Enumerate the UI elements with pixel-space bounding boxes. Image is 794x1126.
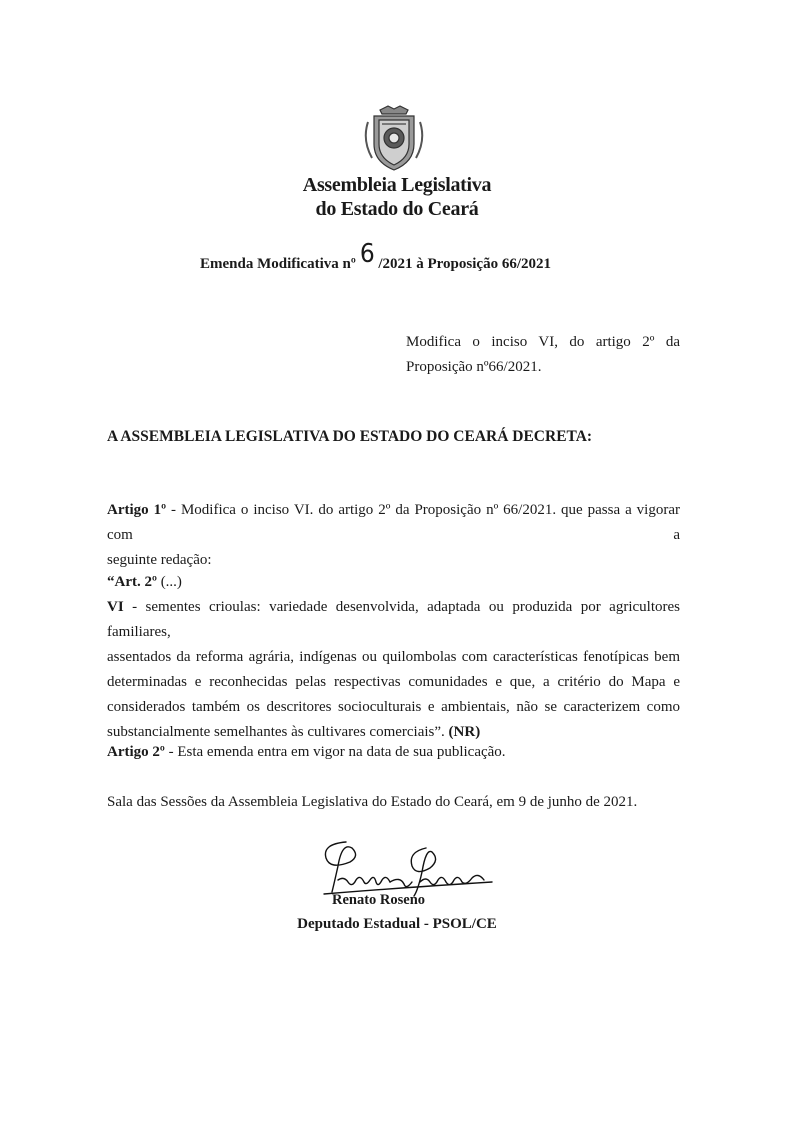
ementa-line1: Modifica o inciso VI, do artigo 2º da [406, 334, 680, 350]
artigo-2 [107, 740, 680, 765]
title-number: 6 [359, 239, 375, 269]
coat-of-arms-icon [354, 100, 434, 176]
inciso-label: VI [107, 599, 124, 615]
inciso-line-1: - sementes crioulas: variedade desenvolvida, adaptada ou produzida por agricultores familiares, [107, 599, 680, 640]
ementa-line2: Proposição nº66/2021. [406, 359, 542, 375]
artigo-1 [107, 498, 680, 573]
institution-name-line1: Assembleia Legislativa [302, 174, 492, 196]
art-2-rest: (...) [156, 574, 182, 590]
artigo-2-label: Artigo 2º [107, 744, 165, 760]
inciso-line-3: determinadas e reconhecidas pelas respectivas comunidades e que, a critério do Mapa e [107, 674, 680, 690]
title-prefix: Emenda Modificativa nº [200, 256, 356, 272]
nr-marker: (NR) [444, 724, 481, 740]
art-2-label: “Art. 2º [107, 574, 157, 590]
signer-name: Renato Roseno [332, 892, 426, 908]
artigo-2-text: - Esta emenda entra em vigor na data de sua publicação. [164, 744, 506, 760]
decreta-heading: A ASSEMBLEIA LEGISLATIVA DO ESTADO DO CEARÁ DECRETA: [107, 428, 593, 445]
signer-role: Deputado Estadual - PSOL/CE [297, 916, 497, 932]
inciso-line-2: assentados da reforma agrária, indígenas ou quilombolas com características fenotípicas bem [107, 649, 680, 665]
handwritten-signature [316, 836, 496, 900]
inciso-line-5: substancialmente semelhantes às cultivares comerciais”. [107, 724, 445, 740]
ementa [406, 330, 680, 380]
artigo-1-text: - Modifica o inciso VI. do artigo 2º da Proposição nº 66/2021. que passa a vigorar com a [107, 502, 680, 543]
document-title [200, 239, 600, 273]
redacao-block [107, 570, 680, 745]
title-suffix: /2021 à Proposição 66/2021 [378, 256, 551, 272]
sala-das-sessoes: Sala das Sessões da Assembleia Legislativa do Estado do Ceará, em 9 de junho de 2021. [107, 794, 638, 810]
artigo-1-label: Artigo 1º [107, 502, 167, 518]
inciso-line-4: considerados também os descritores socioculturais e ambientais, não se caracterizem como [107, 699, 680, 715]
institution-name-line2: do Estado do Ceará [315, 198, 479, 220]
artigo-1-text-cont: seguinte redação: [107, 552, 212, 568]
